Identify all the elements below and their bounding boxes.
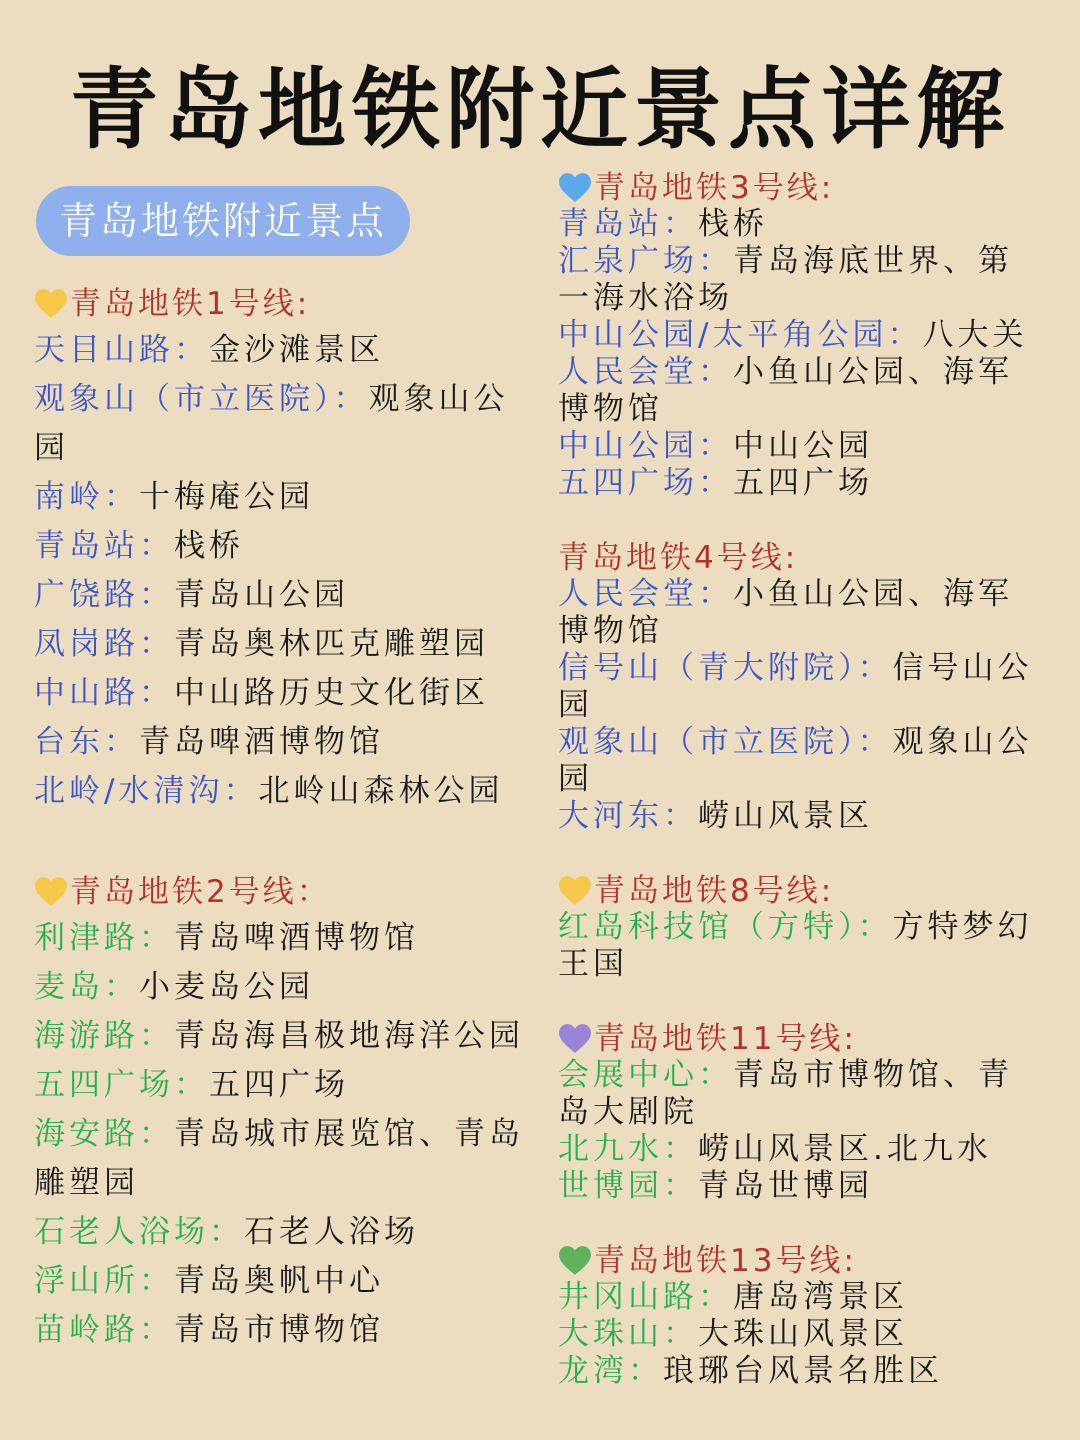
station-name: 麦岛： xyxy=(34,969,139,1005)
station-name: 浮山所： xyxy=(34,1263,174,1299)
station-name: 凤岗路： xyxy=(34,626,174,662)
scenic-spot: 青岛城市展览馆、青岛雕塑园 xyxy=(34,1116,524,1201)
station-name: 青岛站： xyxy=(34,528,174,564)
station-name: 北岭/水清沟： xyxy=(34,773,259,809)
list-item xyxy=(558,1316,1043,1353)
list-item xyxy=(34,1257,534,1306)
list-item xyxy=(558,206,1043,243)
list-item xyxy=(34,1208,534,1257)
list-item xyxy=(558,798,1043,835)
list-item xyxy=(558,1131,1043,1168)
scenic-spot: 青岛市博物馆 xyxy=(174,1312,384,1348)
station-name: 苗岭路： xyxy=(34,1312,174,1348)
scenic-spot: 小鱼山公园、海军博物馆 xyxy=(558,354,1013,427)
scenic-spot: 北岭山森林公园 xyxy=(258,773,504,809)
scenic-spot: 小麦岛公园 xyxy=(139,969,314,1005)
station-name: 世博园： xyxy=(558,1168,698,1204)
station-list xyxy=(558,909,1043,983)
list-item xyxy=(558,428,1043,465)
line-title xyxy=(34,284,534,324)
scenic-spot: 金沙滩景区 xyxy=(209,332,384,368)
line-title-text: 青岛地铁1号线: xyxy=(70,286,311,322)
page-title: 青岛地铁附近景点详解 xyxy=(69,58,1010,161)
list-item xyxy=(558,317,1043,354)
list-item xyxy=(34,718,534,767)
station-list xyxy=(558,576,1043,835)
purple-heart-icon xyxy=(558,1022,592,1056)
line-title xyxy=(558,170,1043,206)
list-item xyxy=(558,354,1043,428)
station-name: 井冈山路： xyxy=(558,1279,733,1315)
scenic-spot: 观象山公园 xyxy=(558,724,1033,797)
scenic-spot: 青岛海底世界、第一海水浴场 xyxy=(558,243,1013,316)
line-section xyxy=(34,872,534,1355)
scenic-spot: 观象山公园 xyxy=(34,381,509,466)
line-section xyxy=(558,1243,1043,1390)
station-name: 信号山（青大附院）： xyxy=(558,650,893,686)
station-name: 北九水： xyxy=(558,1131,698,1167)
line-section xyxy=(558,873,1043,983)
scenic-spot: 崂山风景区.北九水 xyxy=(698,1131,992,1167)
line-title-text: 青岛地铁8号线: xyxy=(594,873,835,909)
line-title xyxy=(558,873,1043,909)
scenic-spot: 大珠山风景区 xyxy=(698,1316,908,1352)
right-column xyxy=(558,170,1043,1390)
list-item xyxy=(558,650,1043,724)
scenic-spot: 青岛啤酒博物馆 xyxy=(139,724,384,760)
scenic-spot: 五四广场 xyxy=(733,465,873,501)
scenic-spot: 青岛啤酒博物馆 xyxy=(174,920,419,956)
line-title-text: 青岛地铁11号线: xyxy=(594,1021,857,1057)
station-name: 会展中心： xyxy=(558,1057,733,1093)
line-title-text: 青岛地铁3号线: xyxy=(594,170,835,206)
station-name: 人民会堂： xyxy=(558,576,733,612)
scenic-spot: 方特梦幻王国 xyxy=(558,909,1033,982)
station-name: 台东： xyxy=(34,724,139,760)
blue-heart-icon xyxy=(558,171,592,205)
line-title xyxy=(558,540,1043,576)
list-item xyxy=(34,1012,534,1061)
station-name: 红岛科技馆（方特）： xyxy=(558,909,893,945)
list-item xyxy=(558,1353,1043,1390)
scenic-spot: 青岛海昌极地海洋公园 xyxy=(174,1018,524,1054)
scenic-spot: 青岛奥林匹克雕塑园 xyxy=(174,626,489,662)
line-section xyxy=(558,540,1043,835)
line-section xyxy=(558,1021,1043,1205)
list-item xyxy=(558,909,1043,983)
list-item xyxy=(34,473,534,522)
scenic-spot: 崂山风景区 xyxy=(698,798,873,834)
list-item xyxy=(558,465,1043,502)
list-item xyxy=(34,620,534,669)
station-list xyxy=(34,914,534,1355)
station-name: 五四广场： xyxy=(558,465,733,501)
station-name: 中山公园/太平角公园： xyxy=(558,317,923,353)
station-list xyxy=(558,1279,1043,1390)
station-name: 大珠山： xyxy=(558,1316,698,1352)
line-title-text: 青岛地铁2号线： xyxy=(70,874,331,910)
list-item xyxy=(34,767,534,816)
scenic-spot: 青岛市博物馆、青岛大剧院 xyxy=(558,1057,1013,1130)
list-item xyxy=(558,1057,1043,1131)
line-title-text: 青岛地铁13号线: xyxy=(594,1243,857,1279)
list-item xyxy=(558,1279,1043,1316)
scenic-spot: 琅琊台风景名胜区 xyxy=(663,1353,943,1389)
station-name: 大河东： xyxy=(558,798,698,834)
scenic-spot: 中山路历史文化街区 xyxy=(174,675,489,711)
station-list xyxy=(558,206,1043,502)
list-item xyxy=(34,1061,534,1110)
station-list xyxy=(34,326,534,816)
line-section xyxy=(558,170,1043,502)
scenic-spot: 中山公园 xyxy=(733,428,873,464)
scenic-spot: 青岛山公园 xyxy=(174,577,349,613)
list-item xyxy=(34,669,534,718)
scenic-spot: 五四广场 xyxy=(209,1067,349,1103)
list-item xyxy=(558,243,1043,317)
list-item xyxy=(34,375,534,473)
station-name: 观象山（市立医院）： xyxy=(558,724,893,760)
station-name: 人民会堂： xyxy=(558,354,733,390)
list-item xyxy=(34,571,534,620)
list-item xyxy=(558,1168,1043,1205)
line-title-text: 青岛地铁4号线: xyxy=(558,540,799,576)
left-column xyxy=(34,284,534,1355)
scenic-spot: 十梅庵公园 xyxy=(139,479,314,515)
green-heart-icon xyxy=(558,1244,592,1278)
scenic-spot: 石老人浴场 xyxy=(244,1214,419,1250)
section-pill: 青岛地铁附近景点 xyxy=(36,186,410,256)
station-name: 青岛站： xyxy=(558,206,698,242)
list-item xyxy=(34,1306,534,1355)
station-list xyxy=(558,1057,1043,1205)
station-name: 中山路： xyxy=(34,675,174,711)
station-name: 观象山（市立医院）： xyxy=(34,381,369,417)
station-name: 海游路： xyxy=(34,1018,174,1054)
station-name: 南岭： xyxy=(34,479,139,515)
station-name: 广饶路： xyxy=(34,577,174,613)
list-item xyxy=(34,326,534,375)
station-name: 石老人浴场： xyxy=(34,1214,244,1250)
line-section xyxy=(34,284,534,816)
scenic-spot: 青岛世博园 xyxy=(698,1168,873,1204)
station-name: 中山公园： xyxy=(558,428,733,464)
yellow-heart-icon xyxy=(34,287,68,321)
station-name: 龙湾： xyxy=(558,1353,663,1389)
scenic-spot: 栈桥 xyxy=(698,206,768,242)
station-name: 海安路： xyxy=(34,1116,174,1152)
scenic-spot: 栈桥 xyxy=(174,528,244,564)
scenic-spot: 青岛奥帆中心 xyxy=(174,1263,384,1299)
scenic-spot: 信号山公园 xyxy=(558,650,1033,723)
scenic-spot: 八大关 xyxy=(922,317,1028,353)
list-item xyxy=(34,963,534,1012)
station-name: 汇泉广场： xyxy=(558,243,733,279)
scenic-spot: 唐岛湾景区 xyxy=(733,1279,908,1315)
line-title xyxy=(34,872,534,912)
list-item xyxy=(558,724,1043,798)
line-title xyxy=(558,1243,1043,1279)
list-item xyxy=(34,914,534,963)
list-item xyxy=(558,576,1043,650)
station-name: 利津路： xyxy=(34,920,174,956)
yellow-heart-icon xyxy=(558,874,592,908)
list-item xyxy=(34,1110,534,1208)
station-name: 五四广场： xyxy=(34,1067,209,1103)
line-title xyxy=(558,1021,1043,1057)
list-item xyxy=(34,522,534,571)
scenic-spot: 小鱼山公园、海军博物馆 xyxy=(558,576,1013,649)
yellow-heart-icon xyxy=(34,875,68,909)
station-name: 天目山路： xyxy=(34,332,209,368)
